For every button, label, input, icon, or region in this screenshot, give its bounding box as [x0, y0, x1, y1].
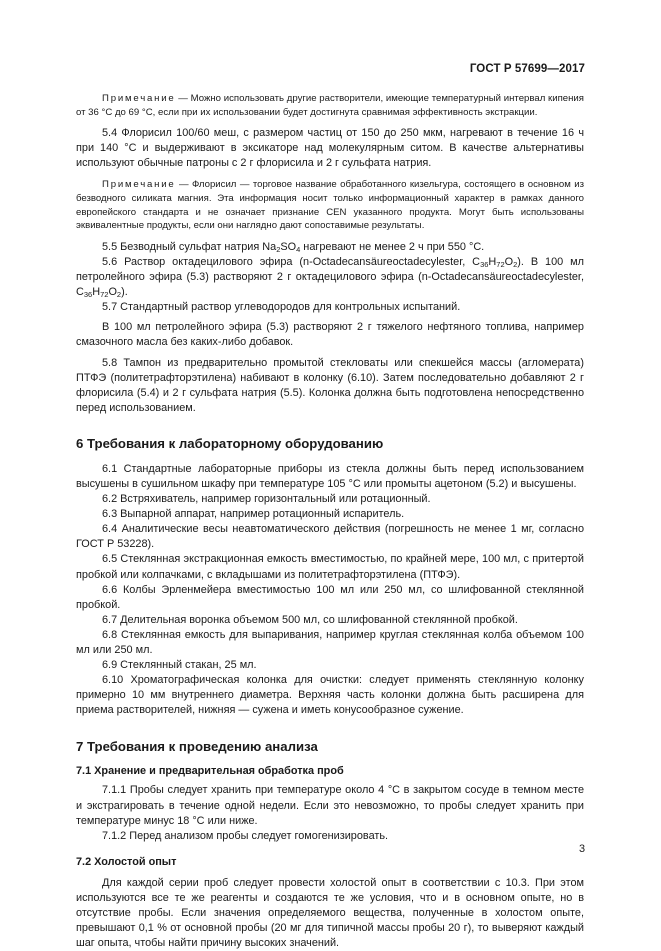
paragraph-7-2: Для каждой серии проб следует провести холостой опыт в соответствии с 10.3. При этом используются все те же реагенты и создаются те же условия, что и в основном опыте, но в отсутствие пробы. Если значения определяемого вещества, полученные в холостом опыте, превышают 0,1 % от основной пробы (20 мг для типичной массы пробы 20 г), то выверяют каждый шаг опыта, чтобы найти причину высоких значений.: [76, 876, 584, 950]
text-part: 5.6 Раствор октадецилового эфира (n-Octadecansäureoctadecylester, C: [102, 255, 481, 268]
paragraph-6-4: 6.4 Аналитические весы неавтоматического действия (погрешность не менее 1 мг, согласно ГОСТ Р 53228).: [76, 523, 584, 551]
section-7-title: 7 Требования к проведению анализа: [76, 739, 318, 755]
paragraph-6-5: 6.5 Стеклянная экстракционная емкость вместимостью, по крайней мере, 100 мл, с притертой пробкой или колпачками, с вкладышами из политетрафторэтилена (ПТФЭ).: [76, 553, 584, 581]
page-number: 3: [578, 843, 585, 855]
text-part: O: [504, 255, 514, 268]
note-label: Примечание: [102, 93, 176, 104]
subscript: 72: [496, 259, 505, 269]
paragraph-7-1-1: 7.1.1 Пробы следует хранить при температуре около 4 °C в закрытом сосуде в темном месте и экстрагировать в течение одной недели. Если это невозможно, то пробы следует хранить при температуре минус 18 °C или ниже.: [76, 784, 584, 827]
text-part: ). В 100 мл петролейного эфира (5.3) растворяют 2 г октадецилового эфира (n-Octadecansäureoctadecylester, C: [76, 255, 585, 299]
note-text: — Флорисил — торговое название обработанного кизельгура, состоящего в основном из безводного силиката магния. Эта информация носит только информационный характер в рамках данного европейского стандарта и не означает признание CEN указанного продукта. Могут быть использованы эквивалентные продукты, если они наглядно дают сопоставимые результаты.: [76, 179, 584, 232]
paragraph-5-8: 5.8 Тампон из предварительно промытой стекловаты или спекшейся массы (агломерата) ПТФЭ (политетрафторэтилена) набивают в колонку (6.10). Затем последовательно добавляют 2 г флорисила (5.4) и 2 г сульфата натрия (5.5). Колонка должна быть подготовлена непосредственно перед использованием.: [76, 356, 584, 414]
paragraph-5-7-continued: В 100 мл петролейного эфира (5.3) растворяют 2 г тяжелого нефтяного топлива, например смазочного масла без каких-либо добавок.: [76, 321, 584, 349]
subscript: 2: [276, 244, 281, 254]
subsection-7-2-title: 7.2 Холостой опыт: [76, 855, 177, 868]
text-part: 5.5 Безводный сульфат натрия Na: [102, 240, 277, 253]
subscript: 4: [296, 244, 301, 254]
paragraph-6-9: 6.9 Стеклянный стакан, 25 мл.: [102, 659, 257, 672]
note-2: [76, 178, 584, 232]
note-1: [76, 92, 584, 119]
section-6-title: 6 Требования к лабораторному оборудованию: [76, 435, 384, 451]
paragraph-6-7: 6.7 Делительная воронка объемом 500 мл, со шлифованной стеклянной пробкой.: [102, 613, 518, 626]
note-text: — Можно использовать другие растворители, имеющие температурный интервал кипения от 36 °C до 69 °C, если при их использовании будет достигнута сравнимая эффективность экстракции.: [76, 93, 584, 118]
subscript: 36: [480, 259, 489, 269]
paragraph-7-1-2: 7.1.2 Перед анализом пробы следует гомогенизировать.: [102, 829, 389, 842]
subscript: 36: [83, 290, 93, 300]
document-body: [76, 92, 584, 951]
paragraph-5-4: 5.4 Флорисил 100/60 меш, с размером частиц от 150 до 250 мкм, нагревают в течение 16 ч при 140 °C и выдерживают в эксикаторе над молекулярным ситом. В качестве альтернативы используют обычные патроны с 2 г флорисила и 2 г сульфата натрия.: [76, 127, 584, 170]
text-part: нагревают не менее 2 ч при 550 °C.: [300, 240, 485, 253]
text-part: O: [108, 286, 117, 299]
subsection-7-1-title: 7.1 Хранение и предварительная обработка проб: [76, 765, 344, 778]
paragraph-6-10: 6.10 Хроматографическая колонка для очистки: следует применять стеклянную колонку примерно 10 мм внутреннего диаметра. Верхняя часть колонки должна быть расширена для приема растворителей, нижняя — сужена и иметь конусообразное сужение.: [76, 674, 584, 717]
document-header-id: ГОСТ Р 57699—2017: [469, 63, 585, 75]
paragraph-6-3: 6.3 Выпарной аппарат, например ротационный испаритель.: [102, 508, 405, 521]
text-part: SO: [280, 240, 297, 253]
paragraph-5-5: [76, 240, 584, 255]
subscript: 2: [513, 259, 518, 269]
text-part: ).: [121, 286, 128, 299]
subscript: 72: [100, 290, 109, 300]
paragraph-5-6: [76, 255, 584, 300]
subscript: 2: [116, 290, 122, 300]
paragraph-6-2: 6.2 Встряхиватель, например горизонтальный или ротационный.: [102, 493, 431, 506]
paragraph-5-7: 5.7 Стандартный раствор углеводородов для контрольных испытаний.: [102, 301, 461, 314]
paragraph-6-1: 6.1 Стандартные лабораторные приборы из стекла должны быть перед использованием высушены в сушильном шкафу при температуре 105 °C или промыты ацетоном (5.2) и высушены.: [76, 462, 584, 490]
text-part: H: [488, 255, 497, 268]
note-label: Примечание: [102, 179, 176, 191]
paragraph-6-6: 6.6 Колбы Эрленмейера вместимостью 100 мл или 250 мл, со шлифованной стеклянной пробкой.: [76, 583, 584, 611]
text-part: H: [92, 286, 101, 299]
paragraph-6-8: 6.8 Стеклянная емкость для выпаривания, например круглая стеклянная колба объемом 100 мл или 250 мл.: [76, 628, 584, 656]
